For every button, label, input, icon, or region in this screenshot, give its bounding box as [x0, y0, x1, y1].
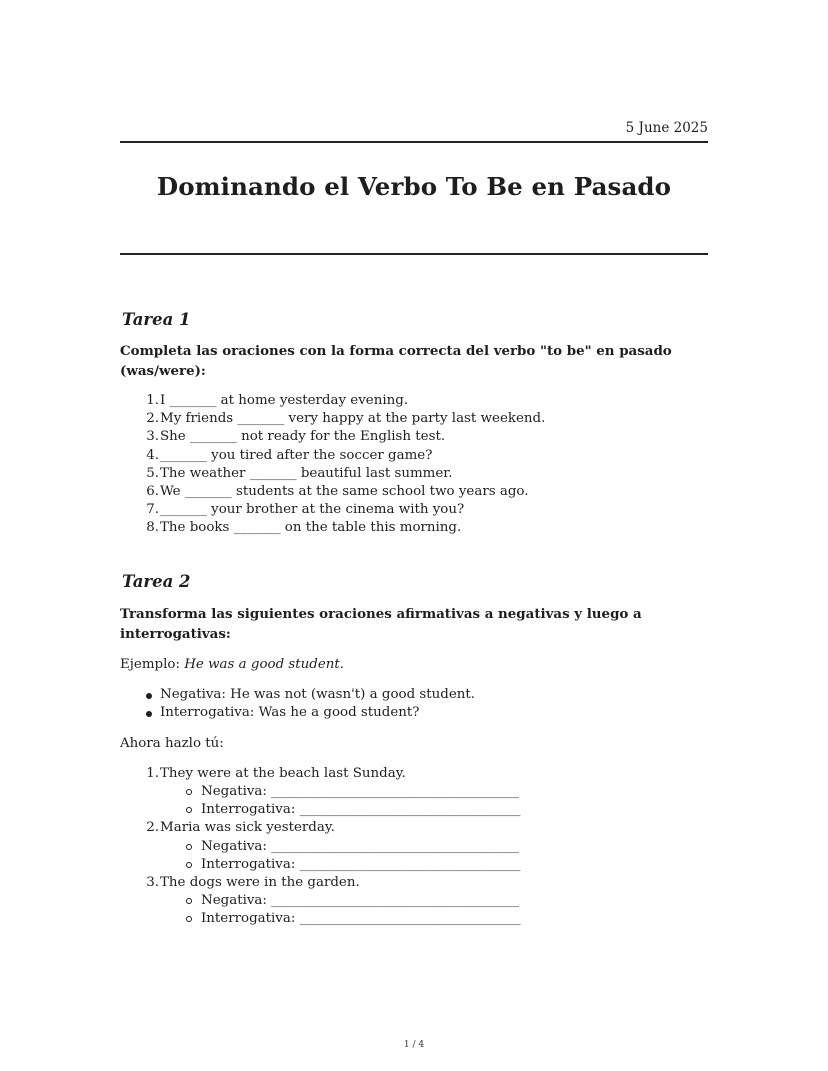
top-divider — [120, 141, 708, 143]
page-number: 1 / 4 — [403, 1040, 425, 1050]
sub-list-item — [160, 910, 720, 928]
page-date: 5 June 2025 — [625, 120, 708, 136]
item-number: 1. — [146, 393, 159, 408]
example-line — [120, 656, 720, 674]
list-item — [120, 501, 720, 519]
item-number: 3. — [146, 875, 159, 891]
item-number: 3. — [146, 429, 159, 445]
task-1-instruction: Completa las oraciones con la forma correcta del verbo "to be" en pasado (was/were): — [120, 343, 672, 379]
circle-bullet-icon — [186, 807, 192, 813]
item-number: 7. — [146, 502, 159, 518]
item-number: 2. — [146, 411, 159, 427]
list-item — [120, 819, 720, 874]
interrogative-blank: Interrogativa: _________________________________ — [201, 911, 521, 927]
list-item — [120, 447, 720, 465]
item-number: 4. — [146, 447, 159, 463]
item-text: She _______ not ready for the English test. — [160, 429, 446, 445]
item-number: 6. — [146, 484, 159, 500]
interrogative-blank: Interrogativa: _________________________________ — [201, 856, 521, 872]
interrogative-blank: Interrogativa: _________________________________ — [201, 802, 521, 818]
task-2-exercise-list — [120, 765, 720, 929]
example-label: Ejemplo: — [120, 657, 185, 672]
item-number: 1. — [146, 765, 159, 781]
document-title: Dominando el Verbo To Be en Pasado — [156, 172, 672, 201]
list-item — [120, 874, 720, 929]
item-text: _______ you tired after the soccer game? — [160, 447, 433, 463]
negative-blank: Negativa: _____________________________________ — [201, 893, 519, 909]
list-item — [120, 410, 720, 428]
task-1-section — [120, 308, 720, 538]
bullet-icon — [146, 693, 152, 699]
circle-bullet-icon — [186, 916, 192, 922]
item-text: They were at the beach last Sunday. — [160, 765, 406, 781]
task-1-exercise-list — [120, 392, 720, 538]
list-item — [120, 519, 720, 537]
item-text: The books _______ on the table this morning. — [160, 520, 462, 536]
item-text: Negativa: He was not (wasn't) a good student. — [160, 687, 476, 702]
task-2-section — [120, 570, 720, 929]
list-item — [120, 465, 720, 483]
sub-list-item — [160, 838, 720, 856]
item-text: I _______ at home yesterday evening. — [160, 393, 409, 408]
list-item — [120, 392, 720, 410]
example-sentence: He was a good student. — [184, 657, 345, 672]
circle-bullet-icon — [186, 862, 192, 868]
item-text: My friends _______ very happy at the party last weekend. — [160, 411, 546, 427]
negative-blank: Negativa: _____________________________________ — [201, 784, 519, 800]
list-item — [120, 765, 720, 820]
item-text: Interrogativa: Was he a good student? — [160, 705, 420, 721]
item-number: 8. — [146, 520, 159, 536]
title-divider — [120, 253, 708, 255]
bullet-icon — [146, 711, 152, 717]
item-number: 5. — [146, 465, 159, 481]
answer-sublist — [160, 783, 720, 819]
answer-sublist — [160, 838, 720, 874]
circle-bullet-icon — [186, 844, 192, 850]
circle-bullet-icon — [186, 898, 192, 904]
list-item — [120, 428, 720, 446]
item-text: _______ your brother at the cinema with you? — [160, 502, 465, 518]
task-1-title: Tarea 1 — [122, 310, 191, 329]
answer-sublist — [160, 892, 720, 928]
task-2-instruction: Transforma las siguientes oraciones afirmativas a negativas y luego a interrogativas: — [120, 606, 642, 642]
task-2-title: Tarea 2 — [122, 572, 191, 591]
item-text: The weather _______ beautiful last summer. — [160, 465, 453, 481]
item-text: Maria was sick yesterday. — [160, 820, 335, 836]
list-item — [120, 686, 720, 704]
item-number: 2. — [146, 820, 159, 836]
list-item — [120, 483, 720, 501]
negative-blank: Negativa: _____________________________________ — [201, 838, 519, 854]
sub-list-item — [160, 801, 720, 819]
list-item — [120, 704, 720, 722]
sub-list-item — [160, 892, 720, 910]
item-text: We _______ students at the same school two years ago. — [160, 484, 529, 500]
sub-list-item — [160, 856, 720, 874]
example-answer-list — [120, 686, 720, 723]
circle-bullet-icon — [186, 789, 192, 795]
item-text: The dogs were in the garden. — [160, 875, 360, 891]
task-2-prompt: Ahora hazlo tú: — [120, 735, 224, 751]
sub-list-item — [160, 783, 720, 801]
